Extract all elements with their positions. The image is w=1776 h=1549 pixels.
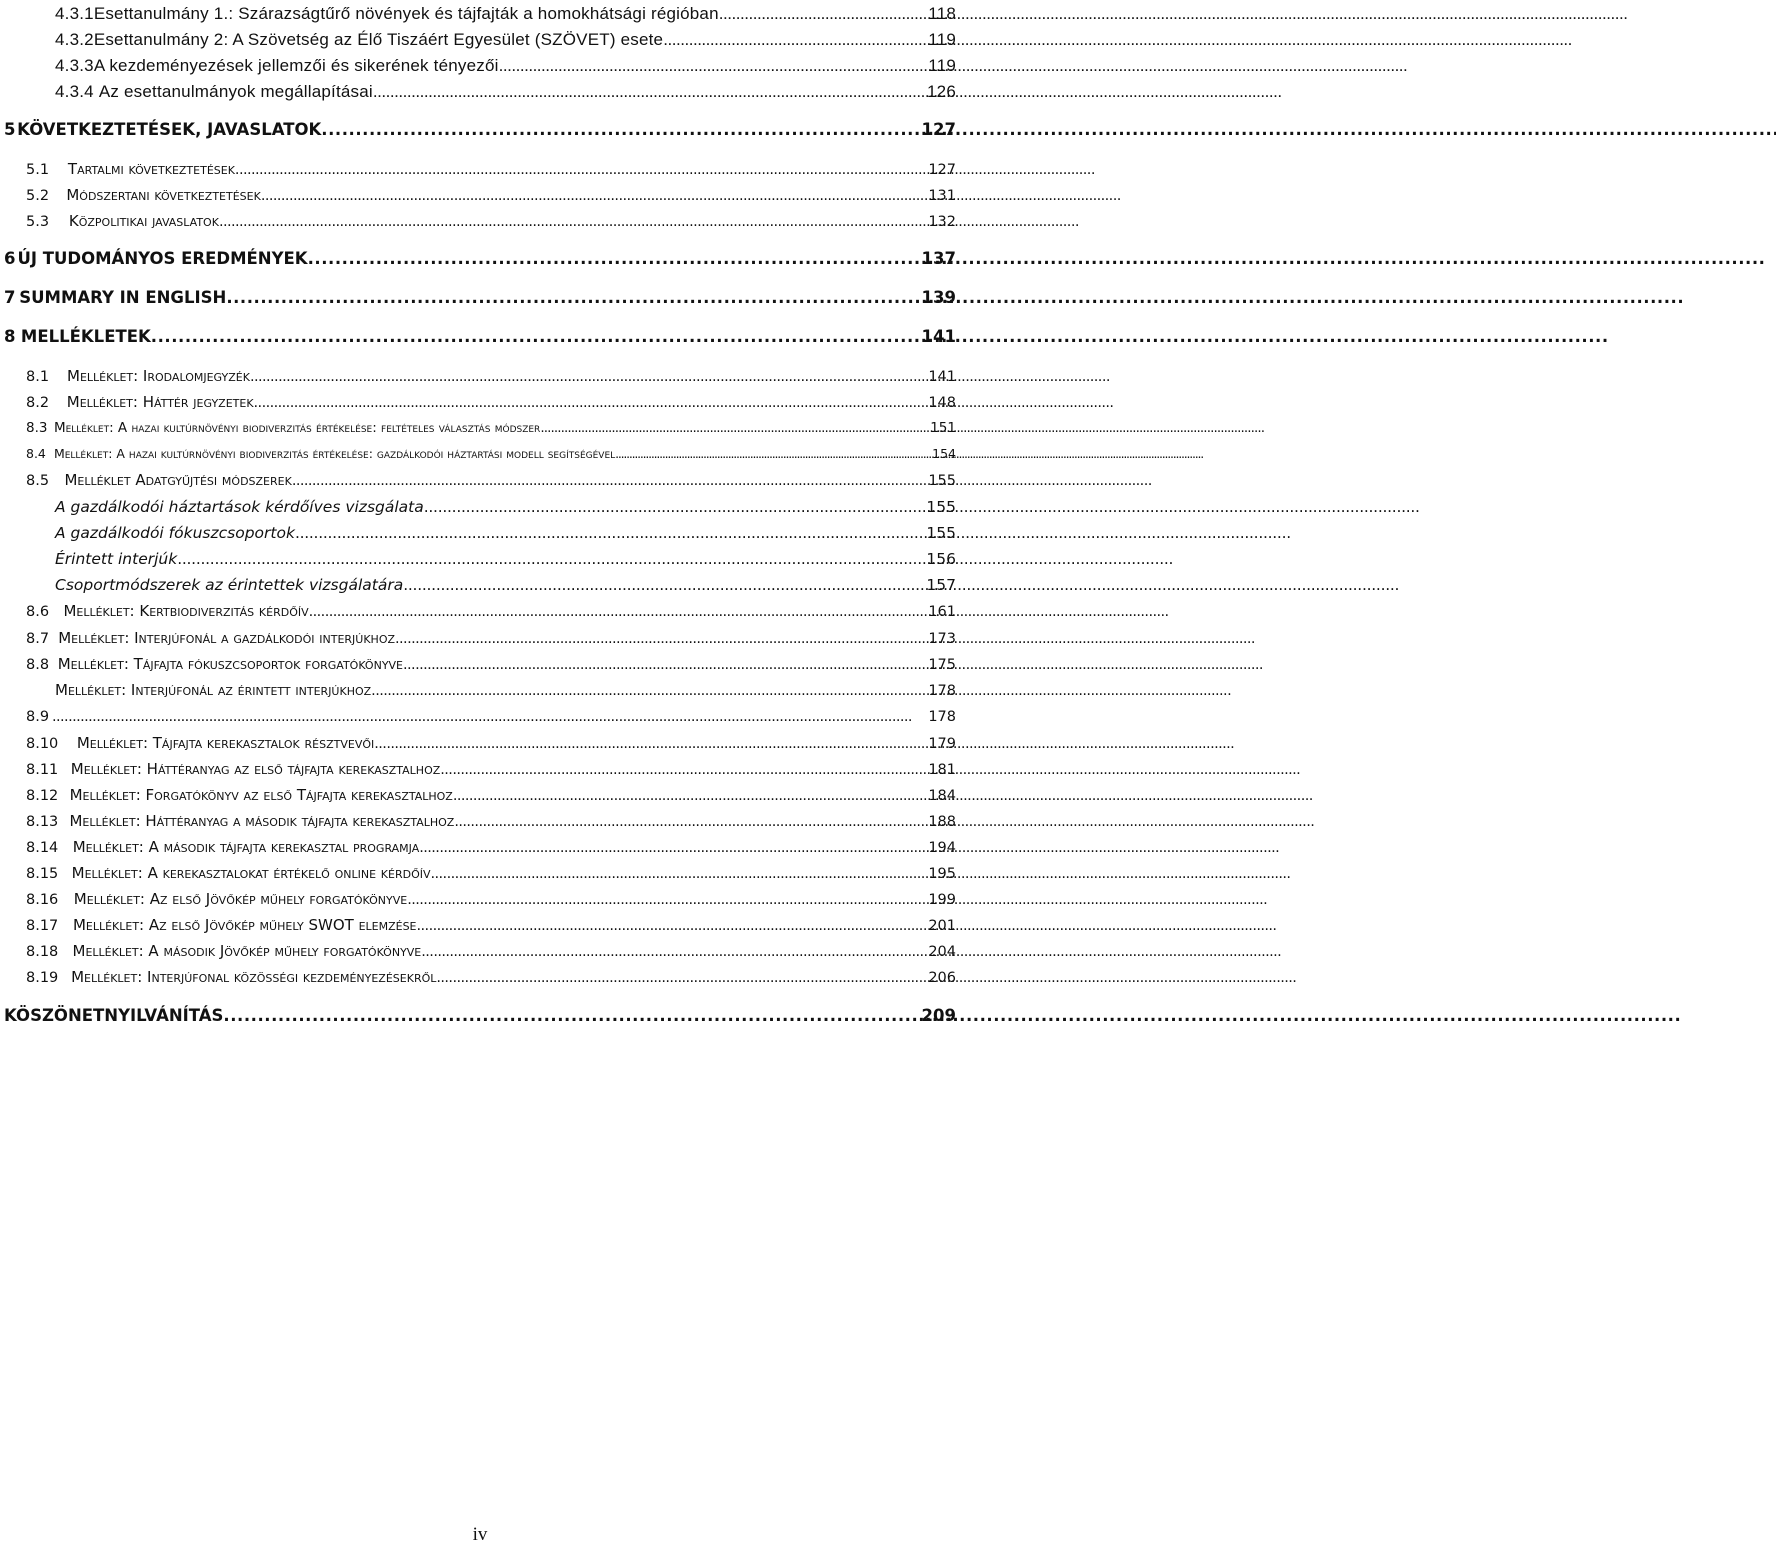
toc-entry-page: 157 xyxy=(926,576,956,594)
toc-entry-title: Melléklet: Interjúfonal közösségi kezdeményezésekről xyxy=(71,968,437,986)
toc-entry-page: 155 xyxy=(928,473,956,489)
toc-entry[interactable] xyxy=(55,1,956,27)
toc-entry[interactable] xyxy=(26,182,956,208)
toc-entry[interactable] xyxy=(26,389,956,415)
toc-leader-dots xyxy=(403,652,926,678)
toc-leader-dots xyxy=(309,599,927,625)
toc-entry-number: 8.10 xyxy=(26,736,59,752)
toc-leader-dots xyxy=(374,731,926,757)
toc-entry-number: 8.9 xyxy=(26,709,50,725)
toc-leader-dots xyxy=(615,441,930,467)
toc-entry-page: 127 xyxy=(928,162,956,178)
toc-entry-number: 4.3.3 xyxy=(55,56,94,75)
toc-entry-title: Melléklet: Háttéranyag az első tájfajta kerekasztalhoz xyxy=(70,760,441,778)
toc-leader-dots xyxy=(440,757,926,783)
toc-entry-title: MELLÉKLETEK xyxy=(20,327,151,346)
toc-entry-page: 155 xyxy=(926,498,956,516)
toc-entry[interactable] xyxy=(26,834,956,860)
toc-leader-dots xyxy=(424,494,925,520)
toc-entry[interactable] xyxy=(55,677,956,703)
toc-entry[interactable] xyxy=(55,520,956,546)
toc-entry-page: 119 xyxy=(928,30,956,49)
toc-entry-title: Esettanulmány 1.: Szárazságtűrő növények és tájfajták a homokhátsági régióban xyxy=(93,4,719,23)
toc-leader-dots xyxy=(453,783,926,809)
toc-entry[interactable] xyxy=(26,598,956,624)
toc-entry[interactable] xyxy=(55,494,956,520)
toc-entry-page: 118 xyxy=(928,4,956,23)
toc-entry[interactable] xyxy=(26,808,956,834)
toc-entry-number: 4.3.4 xyxy=(55,82,94,101)
toc-entry-title: KÖVETKEZTETÉSEK, JAVASLATOK xyxy=(17,120,322,139)
toc-leader-dots xyxy=(223,1003,919,1029)
toc-entry-title: Csoportmódszerek az érintettek vizsgálatára xyxy=(55,576,404,594)
toc-entry-number: 8.17 xyxy=(26,918,59,934)
toc-leader-dots xyxy=(308,246,920,272)
toc-leader-dots xyxy=(52,704,926,730)
toc-entry-number: 8.19 xyxy=(26,970,59,986)
toc-entry-page: 119 xyxy=(928,56,956,75)
toc-entry-page: 188 xyxy=(928,814,956,830)
toc-leader-dots xyxy=(292,468,927,494)
toc-entry-title: A gazdálkodói háztartások kérdőíves vizsgálata xyxy=(55,498,424,516)
toc-entry-number: 8.8 xyxy=(26,657,50,673)
toc-entry-page: 175 xyxy=(928,657,956,673)
toc-entry[interactable] xyxy=(26,912,956,938)
toc-leader-dots xyxy=(407,887,926,913)
toc-entry-title: Érintett interjúk xyxy=(55,550,178,568)
toc-entry-title: Melléklet: Interjúfonál a gazdálkodói interjúkhoz xyxy=(58,629,396,647)
toc-entry-number: 5.1 xyxy=(26,162,50,178)
toc-entry-title: Melléklet: Az első Jövőkép műhely SWOT elemzése xyxy=(72,916,417,934)
toc-leader-dots xyxy=(254,390,927,416)
toc-entry-page: 137 xyxy=(921,249,956,268)
toc-entry-page: 155 xyxy=(926,524,956,542)
toc-entry[interactable] xyxy=(4,285,956,311)
toc-entry-page: 161 xyxy=(928,604,956,620)
toc-entry-page: 173 xyxy=(928,631,956,647)
toc-entry[interactable] xyxy=(55,53,956,79)
toc-entry-title: Módszertani következtetések xyxy=(66,186,261,204)
toc-entry-page: 151 xyxy=(930,420,956,436)
toc-entry[interactable] xyxy=(26,415,956,441)
toc-entry-page: 131 xyxy=(928,188,956,204)
toc-entry-title: Melléklet: Háttéranyag a második tájfajta kerekasztalhoz xyxy=(69,812,455,830)
toc-leader-dots xyxy=(235,157,926,183)
toc-entry-number: 6 xyxy=(4,249,16,268)
toc-leader-dots xyxy=(499,53,927,79)
toc-entry[interactable] xyxy=(26,886,956,912)
page-number: iv xyxy=(472,1524,488,1545)
toc-entry[interactable] xyxy=(26,782,956,808)
toc-entry-number: 4.3.2 xyxy=(55,30,94,49)
toc-entry-number: 4.3.1 xyxy=(55,4,94,23)
toc-leader-dots xyxy=(431,861,927,887)
toc-entry-number: 8.3 xyxy=(26,420,48,436)
toc-entry[interactable] xyxy=(26,363,956,389)
toc-entry[interactable] xyxy=(4,1003,956,1029)
toc-entry[interactable] xyxy=(26,441,956,467)
toc-entry-number: 8.13 xyxy=(26,814,59,830)
toc-entry-title: ÚJ TUDOMÁNYOS EREDMÉNYEK xyxy=(17,249,308,268)
toc-entry[interactable] xyxy=(26,651,956,677)
toc-leader-dots xyxy=(417,913,927,939)
toc-entry-number: 8.7 xyxy=(26,631,50,647)
toc-entry-page: 154 xyxy=(932,446,956,461)
toc-entry-title: Tartalmi következtetések xyxy=(67,160,235,178)
toc-leader-dots xyxy=(454,809,926,835)
toc-entry-page: 141 xyxy=(921,327,956,346)
toc-entry-number: 8.11 xyxy=(26,762,59,778)
toc-entry[interactable] xyxy=(55,27,956,53)
toc-entry-number: 8.18 xyxy=(26,944,59,960)
toc-entry-title: Melléklet: Irodalomjegyzék xyxy=(67,367,250,385)
toc-entry-title: KÖSZÖNETNYILVÁNÍTÁS xyxy=(4,1006,224,1025)
toc-entry-title: Melléklet: Kertbiodiverzitás kérdőív xyxy=(63,602,309,620)
toc-entry[interactable] xyxy=(26,730,956,756)
toc-entry[interactable] xyxy=(26,467,956,493)
toc-entry-title: Melléklet: A hazai kultúrnövényi biodiverzitás értékelése: gazdálkodói háztartási modell segítségével xyxy=(53,446,616,461)
toc-entry-title: A kezdeményezések jellemzői és sikerének tényezői xyxy=(93,56,499,75)
toc-leader-dots xyxy=(540,415,928,441)
toc-entry-title: Az esettanulmányok megállapításai xyxy=(98,82,373,101)
toc-entry[interactable] xyxy=(26,756,956,782)
toc-entry-number: 5.3 xyxy=(26,214,50,230)
toc-entry-page: 206 xyxy=(928,970,956,986)
toc-leader-dots xyxy=(395,626,926,652)
toc-leader-dots xyxy=(663,27,926,53)
toc-entry-page: 195 xyxy=(928,866,956,882)
toc-entry-page: 179 xyxy=(928,736,956,752)
toc-entry-title: Melléklet: Tájfajta kerekasztalok résztvevői xyxy=(76,734,375,752)
toc-entry-title: Melléklet: A második tájfajta kerekasztal programja xyxy=(72,838,420,856)
toc-leader-dots xyxy=(261,183,927,209)
toc-leader-dots xyxy=(403,572,924,598)
toc-entry-title: Esettanulmány 2: A Szövetség az Élő Tiszáért Egyesület (SZÖVET) esete xyxy=(93,30,664,49)
toc-entry-number: 8.6 xyxy=(26,604,50,620)
toc-entry[interactable] xyxy=(4,324,956,350)
toc-entry-page: 156 xyxy=(926,550,956,568)
toc-entry[interactable] xyxy=(55,79,956,105)
toc-leader-dots xyxy=(226,285,919,311)
toc-entry-number: 7 xyxy=(4,288,16,307)
toc-entry-title: Melléklet: Tájfajta fókuszcsoportok forgatókönyve xyxy=(57,655,404,673)
toc-leader-dots xyxy=(719,1,927,27)
toc-entry[interactable] xyxy=(4,246,956,272)
toc-entry[interactable] xyxy=(26,964,956,990)
toc-entry[interactable] xyxy=(26,938,956,964)
toc-entry-title: SUMMARY IN ENGLISH xyxy=(19,288,227,307)
toc-entry-page: 132 xyxy=(928,214,956,230)
toc-entry-page: 178 xyxy=(928,709,956,725)
toc-entry-number: 8.12 xyxy=(26,788,59,804)
toc-entry[interactable] xyxy=(26,860,956,886)
toc-leader-dots xyxy=(295,520,924,546)
toc-entry-page: 148 xyxy=(928,395,956,411)
toc-entry-number: 8.4 xyxy=(26,446,46,461)
toc-leader-dots xyxy=(219,209,926,235)
toc-entry[interactable] xyxy=(55,546,956,572)
toc-entry-title: Melléklet: A kerekasztalokat értékelő online kérdőív xyxy=(71,864,431,882)
toc-entry-number: 5.2 xyxy=(26,188,50,204)
toc-entry-number: 5 xyxy=(4,120,16,139)
toc-entry[interactable] xyxy=(26,625,956,651)
toc-entry-page: 199 xyxy=(928,892,956,908)
toc-entry-title: Melléklet: Háttér jegyzetek xyxy=(66,393,254,411)
toc-entry-page: 184 xyxy=(928,788,956,804)
toc-entry-page: 141 xyxy=(928,369,956,385)
toc-leader-dots xyxy=(250,364,926,390)
toc-entry-title: Melléklet: A hazai kultúrnövényi biodiverzitás értékelése: feltételes választás módszer xyxy=(53,420,541,436)
toc-entry[interactable] xyxy=(26,208,956,234)
toc-entry-page: 204 xyxy=(928,944,956,960)
toc-leader-dots xyxy=(321,117,919,143)
toc-entry-page: 194 xyxy=(928,840,956,856)
toc-leader-dots xyxy=(177,546,924,572)
toc-entry-title: Melléklet: Az első Jövőkép műhely forgatókönyve xyxy=(73,890,408,908)
toc-entry-page: 201 xyxy=(928,918,956,934)
toc-entry-title: Melléklet: Forgatókönyv az első Tájfajta kerekasztalhoz xyxy=(69,786,453,804)
toc-leader-dots xyxy=(436,965,926,991)
toc-entry-number: 8.2 xyxy=(26,395,50,411)
toc-entry[interactable] xyxy=(26,704,956,730)
toc-entry-number: 8.16 xyxy=(26,892,59,908)
toc-entry-number: 8.14 xyxy=(26,840,59,856)
toc-entry-page: 126 xyxy=(927,82,956,101)
toc-leader-dots xyxy=(373,79,925,105)
toc-leader-dots xyxy=(419,835,926,861)
toc-entry-number: 8.5 xyxy=(26,473,50,489)
toc-entry-number: 8.15 xyxy=(26,866,59,882)
toc-entry-page: 209 xyxy=(921,1006,956,1025)
toc-leader-dots xyxy=(421,939,926,965)
toc-leader-dots xyxy=(371,678,926,704)
toc-entry-page: 181 xyxy=(928,762,956,778)
toc-entry-number: 8.1 xyxy=(26,369,50,385)
toc-leader-dots xyxy=(151,324,920,350)
toc-entry-page: 127 xyxy=(921,120,956,139)
toc-entry-title: Melléklet: Interjúfonál az érintett interjúkhoz xyxy=(55,681,372,699)
toc-entry-page: 178 xyxy=(928,683,956,699)
toc-entry-title: A gazdálkodói fókuszcsoportok xyxy=(55,524,295,542)
toc-entry-number: 8 xyxy=(4,327,16,346)
toc-entry-title: Melléklet: A második Jövőkép műhely forgatókönyve xyxy=(72,942,422,960)
toc-entry-page: 139 xyxy=(921,288,956,307)
toc-entry-title: Melléklet Adatgyűjtési módszerek xyxy=(64,471,292,489)
toc-entry[interactable] xyxy=(4,117,956,143)
toc-entry-title: Közpolitikai javaslatok xyxy=(68,212,219,230)
toc-entry[interactable] xyxy=(26,156,956,182)
toc-entry[interactable] xyxy=(55,572,956,598)
